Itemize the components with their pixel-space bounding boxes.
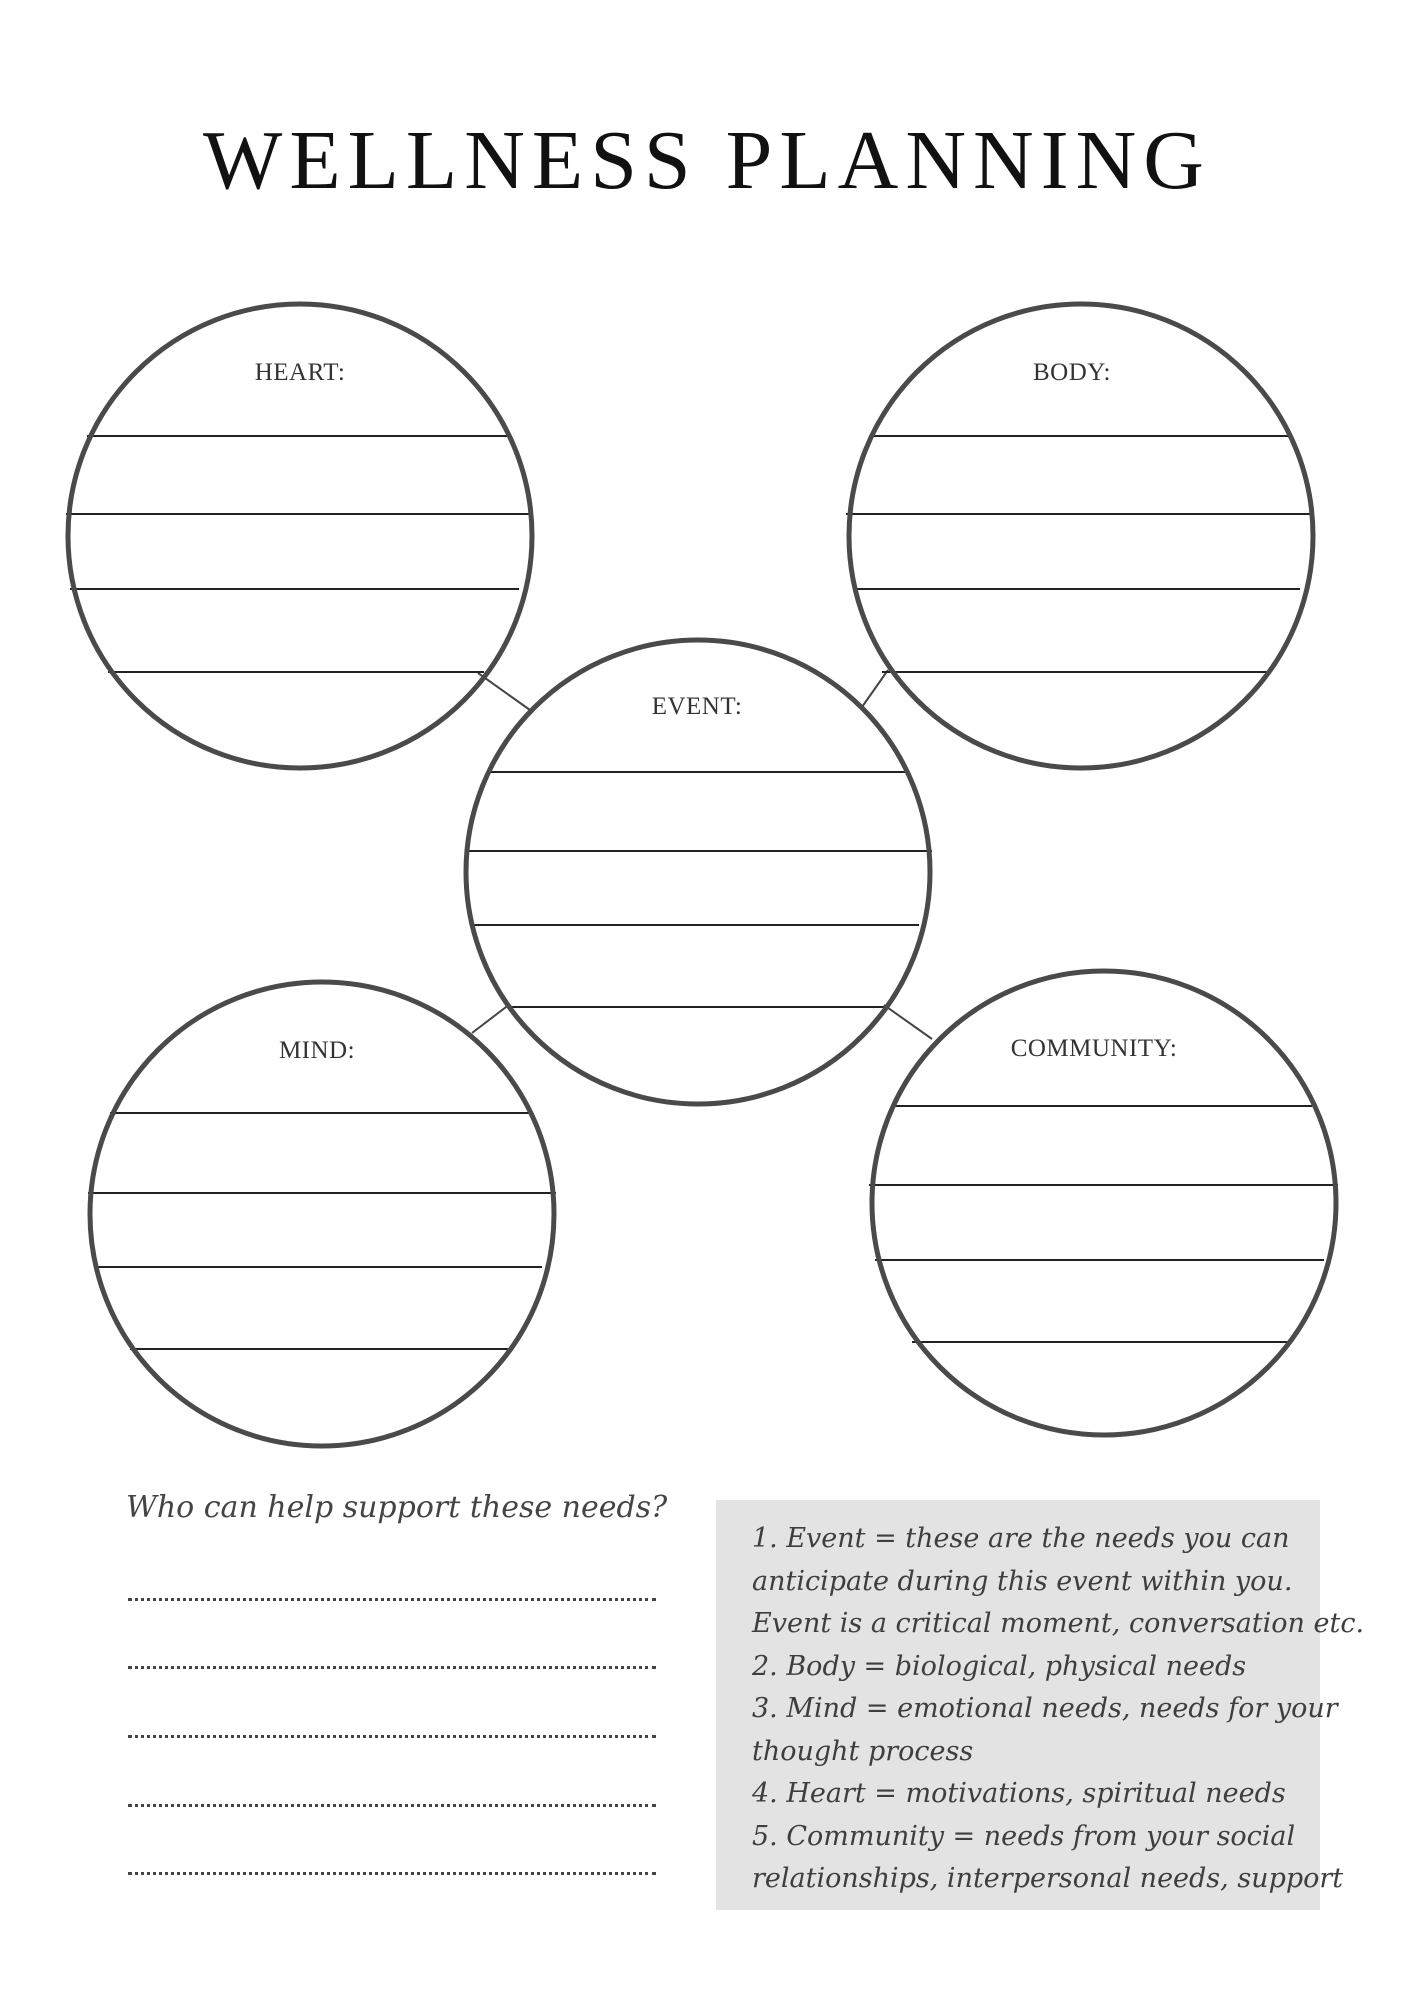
legend-line: 4. Heart = motivations, spiritual needs bbox=[752, 1778, 1286, 1809]
mind-circle bbox=[88, 982, 556, 1446]
heart-circle bbox=[66, 304, 533, 768]
support-dotted-line[interactable] bbox=[128, 1598, 656, 1601]
support-question: Who can help support these needs? bbox=[126, 1490, 668, 1525]
legend-line: 3. Mind = emotional needs, needs for your bbox=[752, 1693, 1338, 1724]
legend-line: anticipate during this event within you. bbox=[752, 1565, 1293, 1597]
support-dotted-line[interactable] bbox=[128, 1735, 656, 1738]
event-circle bbox=[465, 640, 932, 1104]
event-label: EVENT: bbox=[651, 693, 743, 720]
heart-label: HEART: bbox=[254, 359, 346, 386]
legend-line: 1. Event = these are the needs you can bbox=[752, 1523, 1290, 1554]
connector-body-event bbox=[862, 670, 888, 707]
body-label: BODY: bbox=[1033, 359, 1111, 386]
community-circle bbox=[869, 971, 1338, 1435]
page-title: WELLNESS PLANNING bbox=[203, 114, 1211, 207]
support-dotted-line[interactable] bbox=[128, 1666, 656, 1669]
body-circle bbox=[846, 304, 1314, 768]
legend-line: 2. Body = biological, physical needs bbox=[752, 1650, 1247, 1682]
support-dotted-line[interactable] bbox=[128, 1872, 656, 1875]
community-label: COMMUNITY: bbox=[1010, 1035, 1178, 1062]
legend-box bbox=[716, 1500, 1365, 1910]
legend-line: 5. Community = needs from your social bbox=[752, 1820, 1296, 1852]
connector-mind-event bbox=[472, 1004, 510, 1033]
legend-line: thought process bbox=[752, 1735, 974, 1767]
support-dotted-line[interactable] bbox=[128, 1804, 656, 1807]
legend-line: Event is a critical moment, conversation etc. bbox=[752, 1608, 1365, 1639]
mind-label: MIND: bbox=[278, 1037, 356, 1064]
connector-community-event bbox=[884, 1005, 932, 1039]
legend-line: relationships, interpersonal needs, support bbox=[752, 1863, 1344, 1894]
